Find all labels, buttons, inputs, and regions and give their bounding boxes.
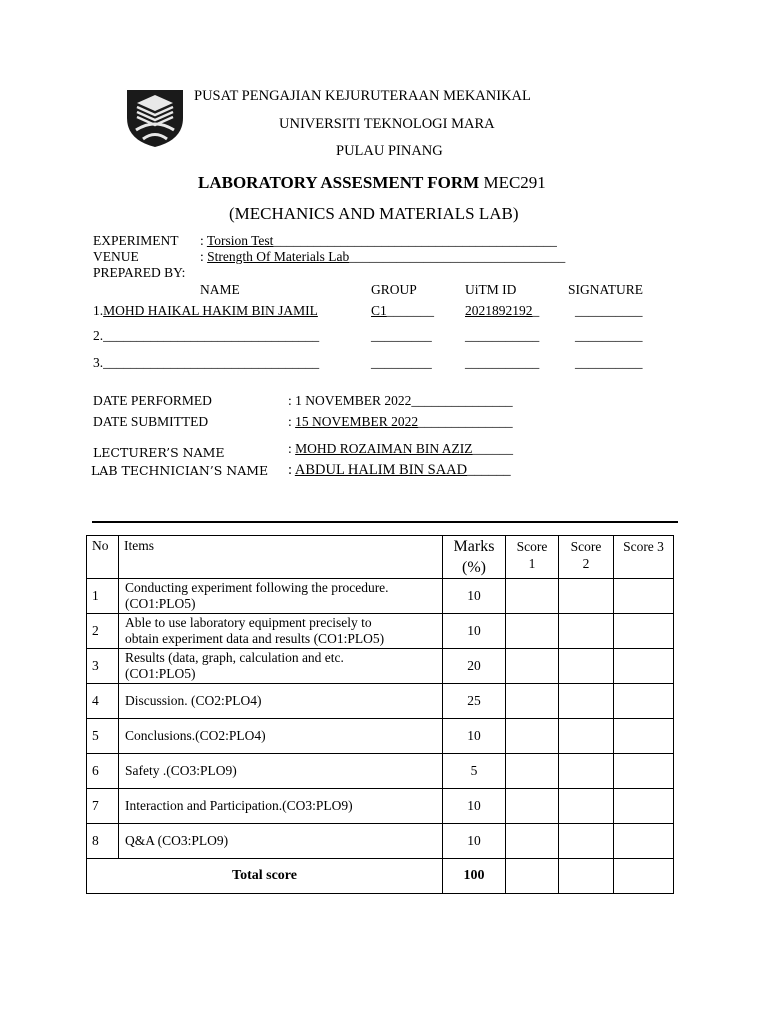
technician-label: LAB TECHNICIAN’S NAME <box>91 463 269 478</box>
row-2-score-2[interactable] <box>559 614 614 649</box>
row-2-item-line1: Able to use laboratory equipment precisely to <box>125 615 372 630</box>
row-4-score-2[interactable] <box>559 684 614 719</box>
row-7-score-2[interactable] <box>559 789 614 824</box>
date-performed-label: DATE PERFORMED <box>93 393 212 408</box>
uitm-logo <box>126 88 184 148</box>
row-4-no: 4 <box>87 684 119 719</box>
form-title-text: LABORATORY ASSESMENT FORM <box>198 173 480 192</box>
header-marks-line2: (%) <box>462 559 486 576</box>
row-1-item-line2: (CO1:PLO5) <box>125 596 196 611</box>
date-performed-value: : 1 NOVEMBER 2022_______________ <box>288 393 513 408</box>
header-score-1 <box>506 536 559 579</box>
row-6-score-3[interactable] <box>614 754 674 789</box>
experiment-field <box>200 233 557 249</box>
row-3-marks: 20 <box>443 649 506 684</box>
row-5-score-1[interactable] <box>506 719 559 754</box>
table-row <box>87 579 674 614</box>
row-6-score-2[interactable] <box>559 754 614 789</box>
row-2-marks: 10 <box>443 614 506 649</box>
technician-colon: : <box>288 462 295 478</box>
member-2-name <box>93 328 319 344</box>
row-4-marks: 25 <box>443 684 506 719</box>
group-column-header: GROUP <box>371 282 417 297</box>
total-score-2[interactable] <box>559 859 614 894</box>
header-score-3: Score 3 <box>614 536 674 579</box>
row-4-score-1[interactable] <box>506 684 559 719</box>
member-1-number: 1. <box>93 303 104 318</box>
table-row <box>87 719 674 754</box>
member-3-number: 3. <box>93 355 104 370</box>
row-4-score-3[interactable] <box>614 684 674 719</box>
lecturer-field <box>288 441 513 457</box>
total-row <box>87 859 674 894</box>
campus-name: PULAU PINANG <box>336 143 443 159</box>
header-marks-line1: Marks <box>453 538 495 555</box>
form-subtitle: (MECHANICS AND MATERIALS LAB) <box>229 204 519 223</box>
header-score-2 <box>559 536 614 579</box>
form-title <box>198 173 546 193</box>
member-1-id-value: 2021892192 <box>465 303 533 318</box>
header-score-1-line2: 1 <box>528 556 536 571</box>
row-1-score-1[interactable] <box>506 579 559 614</box>
venue-field <box>200 249 565 265</box>
row-3-item <box>119 649 443 684</box>
row-1-item <box>119 579 443 614</box>
row-1-item-line1: Conducting experiment following the procedure. <box>125 580 389 595</box>
row-8-marks: 10 <box>443 824 506 859</box>
row-7-score-1[interactable] <box>506 789 559 824</box>
school-name: PUSAT PENGAJIAN KEJURUTERAAN MEKANIKAL <box>194 88 531 104</box>
venue-value: Strength Of Materials Lab <box>207 249 350 264</box>
row-3-item-line2: (CO1:PLO5) <box>125 666 196 681</box>
total-score-label: Total score <box>87 859 443 894</box>
row-6-score-1[interactable] <box>506 754 559 789</box>
date-submitted-field <box>288 414 513 430</box>
date-submitted-label: DATE SUBMITTED <box>93 414 209 429</box>
lecturer-label: LECTURER’S NAME <box>93 445 225 460</box>
technician-field <box>288 462 511 479</box>
date-submitted-value: 15 NOVEMBER 2022 <box>295 414 419 429</box>
row-4-item: Discussion. (CO2:PLO4) <box>119 684 443 719</box>
header-items: Items <box>119 536 443 579</box>
header-score-2-line2: 2 <box>582 556 590 571</box>
row-2-item-line2: obtain experiment data and results (CO1:PLO5) <box>125 631 385 646</box>
row-2-item <box>119 614 443 649</box>
experiment-label: EXPERIMENT <box>93 233 179 248</box>
row-2-score-3[interactable] <box>614 614 674 649</box>
member-3-group: _________ <box>371 355 432 370</box>
university-name: UNIVERSITI TEKNOLOGI MARA <box>279 116 495 132</box>
name-column-header: NAME <box>200 282 240 297</box>
row-7-score-3[interactable] <box>614 789 674 824</box>
member-3-signature: __________ <box>575 355 643 370</box>
row-5-marks: 10 <box>443 719 506 754</box>
row-7-item: Interaction and Participation.(CO3:PLO9) <box>119 789 443 824</box>
row-3-no: 3 <box>87 649 119 684</box>
date-submitted-colon: : <box>288 414 296 429</box>
table-row <box>87 649 674 684</box>
venue-label: VENUE <box>93 249 139 264</box>
experiment-colon: : <box>200 233 204 248</box>
lecturer-fill: ______ <box>472 441 514 456</box>
member-2-id: ___________ <box>465 328 540 343</box>
row-7-marks: 10 <box>443 789 506 824</box>
total-score-1[interactable] <box>506 859 559 894</box>
table-row <box>87 824 674 859</box>
header-marks <box>443 536 506 579</box>
section-divider <box>92 521 678 523</box>
row-3-score-3[interactable] <box>614 649 674 684</box>
member-1-name-value: MOHD HAIKAL HAKIM BIN JAMIL <box>103 303 318 318</box>
row-2-score-1[interactable] <box>506 614 559 649</box>
experiment-fill: __________________________________________ <box>273 233 557 248</box>
prepared-by-label: PREPARED BY: <box>93 265 186 280</box>
row-8-score-1[interactable] <box>506 824 559 859</box>
venue-fill: ________________________________ <box>349 249 566 264</box>
member-2-signature: __________ <box>575 328 643 343</box>
row-6-no: 6 <box>87 754 119 789</box>
row-1-score-2[interactable] <box>559 579 614 614</box>
row-1-marks: 10 <box>443 579 506 614</box>
member-3-name <box>93 355 319 371</box>
member-2-group: _________ <box>371 328 432 343</box>
signature-column-header: SIGNATURE <box>568 282 644 297</box>
row-1-no: 1 <box>87 579 119 614</box>
table-row <box>87 684 674 719</box>
member-1-signature: __________ <box>575 303 643 318</box>
technician-value: ABDUL HALIM BIN SAAD <box>294 462 468 478</box>
member-3-id: ___________ <box>465 355 540 370</box>
row-8-score-3[interactable] <box>614 824 674 859</box>
header-score-1-line1: Score <box>516 539 548 554</box>
id-column-header: UiTM ID <box>465 282 517 297</box>
table-row <box>87 614 674 649</box>
row-3-score-2[interactable] <box>559 649 614 684</box>
table-row <box>87 754 674 789</box>
row-2-no: 2 <box>87 614 119 649</box>
technician-fill: ______ <box>467 462 511 478</box>
row-5-score-2[interactable] <box>559 719 614 754</box>
venue-colon: : <box>200 249 204 264</box>
member-1-group-fill: _______ <box>386 303 435 318</box>
row-8-no: 8 <box>87 824 119 859</box>
header-score-2-line1: Score <box>570 539 602 554</box>
member-1-name <box>93 303 318 319</box>
row-8-item: Q&A (CO3:PLO9) <box>119 824 443 859</box>
member-2-name-value: ________________________________ <box>103 328 320 343</box>
member-1-group <box>371 303 434 319</box>
member-1-group-value: C1 <box>371 303 387 318</box>
row-5-no: 5 <box>87 719 119 754</box>
member-1-id-fill: _ <box>532 303 540 318</box>
experiment-value: Torsion Test <box>206 233 274 248</box>
member-1-id <box>465 303 539 319</box>
date-submitted-fill: ______________ <box>418 414 513 429</box>
row-3-item-line1: Results (data, graph, calculation and etc. <box>125 650 344 665</box>
total-score-3[interactable] <box>614 859 674 894</box>
lecturer-value: MOHD ROZAIMAN BIN AZIZ <box>295 441 473 456</box>
row-7-no: 7 <box>87 789 119 824</box>
row-8-score-2[interactable] <box>559 824 614 859</box>
assessment-table <box>86 535 674 894</box>
row-3-score-1[interactable] <box>506 649 559 684</box>
lecturer-colon: : <box>288 441 296 456</box>
row-1-score-3[interactable] <box>614 579 674 614</box>
header-no: No <box>87 536 119 579</box>
table-row <box>87 789 674 824</box>
row-5-score-3[interactable] <box>614 719 674 754</box>
member-2-number: 2. <box>93 328 104 343</box>
row-6-marks: 5 <box>443 754 506 789</box>
total-score-value: 100 <box>443 859 506 894</box>
row-6-item: Safety .(CO3:PLO9) <box>119 754 443 789</box>
course-code: MEC291 <box>483 173 546 192</box>
row-5-item: Conclusions.(CO2:PLO4) <box>119 719 443 754</box>
member-3-name-value: ________________________________ <box>103 355 320 370</box>
table-header-row <box>87 536 674 579</box>
